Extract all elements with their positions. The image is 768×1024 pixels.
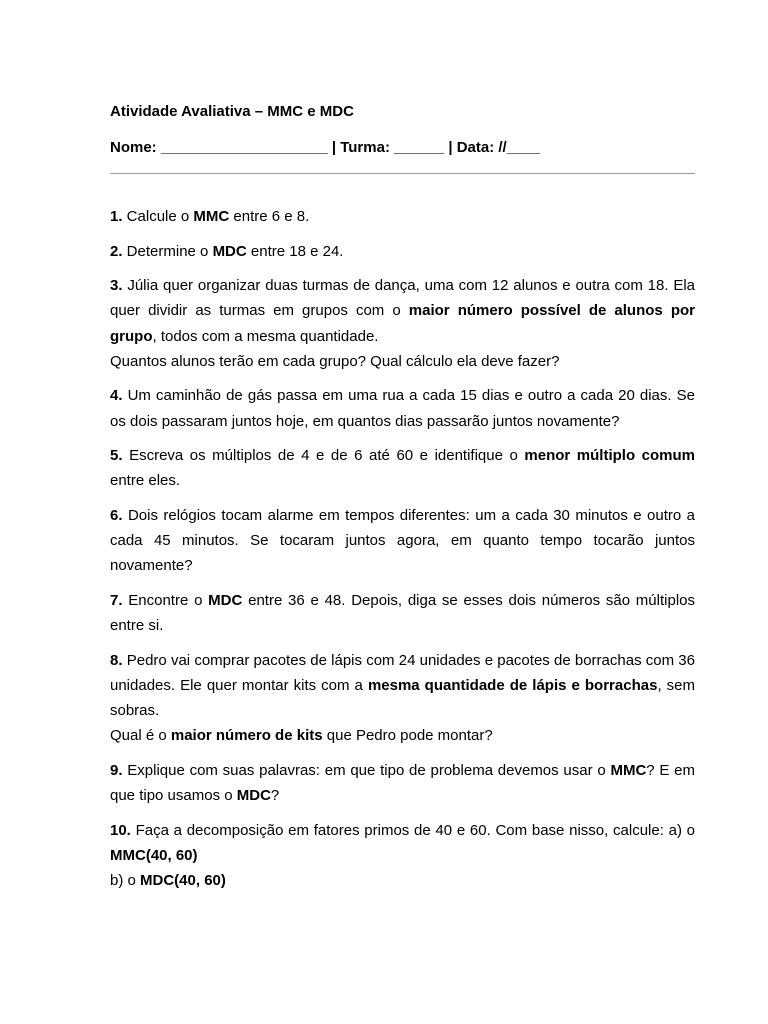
question-item [110,204,695,229]
question-number: 8. [110,651,123,669]
question-emphasis: MDC [236,787,271,805]
question-item [110,758,695,808]
question-number: 1. [110,208,123,225]
question-number: 3. [110,277,123,295]
question-emphasis: maior número de kits [170,727,323,745]
question-number: 7. [110,591,123,609]
question-emphasis: MDC(40, 60) [140,872,226,890]
question-text: entre 18 e 24. [246,242,344,260]
question-text: Calcule o [122,208,194,225]
question-item [110,503,695,579]
question-number: 10. [110,821,131,839]
question-text: Quantos alunos terão em cada grupo? Qual cálculo ela deve fazer? [110,352,560,370]
question-text: ? E em que tipo usamos o [110,761,695,805]
question-item [110,443,695,493]
document-title: Atividade Avaliativa – MMC e MDC [110,103,354,120]
question-text: Pedro vai comprar pacotes de lápis com 24 unidades e pacotes de borrachas com 36 unidades. Ele quer montar kits com a [110,651,695,694]
question-emphasis: MMC(40, 60) [110,846,198,864]
question-item [110,648,695,749]
student-info-line: Nome: ____________________ | Turma: ______ | Data: //____ [110,139,541,156]
question-text: Explique com suas palavras: em que tipo de problema devemos usar o [122,761,611,779]
question-text: Encontre o [122,591,209,609]
question-number: 6. [110,506,123,524]
question-emphasis: mesma quantidade de lápis e borrachas [367,676,658,694]
question-text: Dois relógios tocam alarme em tempos diferentes: um a cada 30 minutos e outro a cada 45 minutos. Se tocaram juntos agora, em quanto tempo tocarão juntos novamente? [110,506,695,575]
questions-list [110,204,695,893]
question-item [110,818,695,894]
question-item [110,588,695,638]
question-number: 5. [110,447,123,465]
question-text: entre 6 e 8. [229,208,310,225]
document-content [110,101,695,903]
question-item [110,383,695,433]
question-number: 2. [110,242,123,260]
question-emphasis: MDC [208,591,243,609]
question-text: b) o [110,872,141,890]
question-emphasis: maior número possível de alunos por grupo [110,302,695,345]
question-text: Determine o [122,242,213,260]
question-emphasis: MDC [212,242,247,260]
question-text: Escreva os múltiplos de 4 e de 6 até 60 e identifique o [122,447,525,465]
question-text: que Pedro pode montar? [322,727,493,745]
question-text: , sem sobras. [110,676,695,720]
question-text: ? [270,787,280,805]
question-text: Júlia quer organizar duas turmas de dança, uma com 12 alunos e outra com 18. Ela quer dividir as turmas em grupos com o [110,277,695,320]
question-text: Um caminhão de gás passa em uma rua a cada 15 dias e outro a cada 20 dias. Se os dois passaram juntos hoje, em quantos dias passarão juntos novamente? [110,387,695,430]
question-item [110,239,695,264]
question-item [110,273,695,374]
question-text: Faça a decomposição em fatores primos de 40 e 60. Com base nisso, calcule: a) o [130,821,695,839]
question-emphasis: menor múltiplo comum [524,447,696,465]
question-emphasis: MMC [193,208,230,225]
question-number: 9. [110,761,123,779]
question-number: 4. [110,387,123,405]
question-emphasis: MMC [610,761,647,779]
horizontal-rule [110,173,695,174]
question-text: , todos com a mesma quantidade. [152,327,379,345]
question-text: entre 36 e 48. Depois, diga se esses dois números são múltiplos entre si. [110,591,695,635]
question-text: entre eles. [110,472,181,490]
question-text: Qual é o [110,727,171,745]
